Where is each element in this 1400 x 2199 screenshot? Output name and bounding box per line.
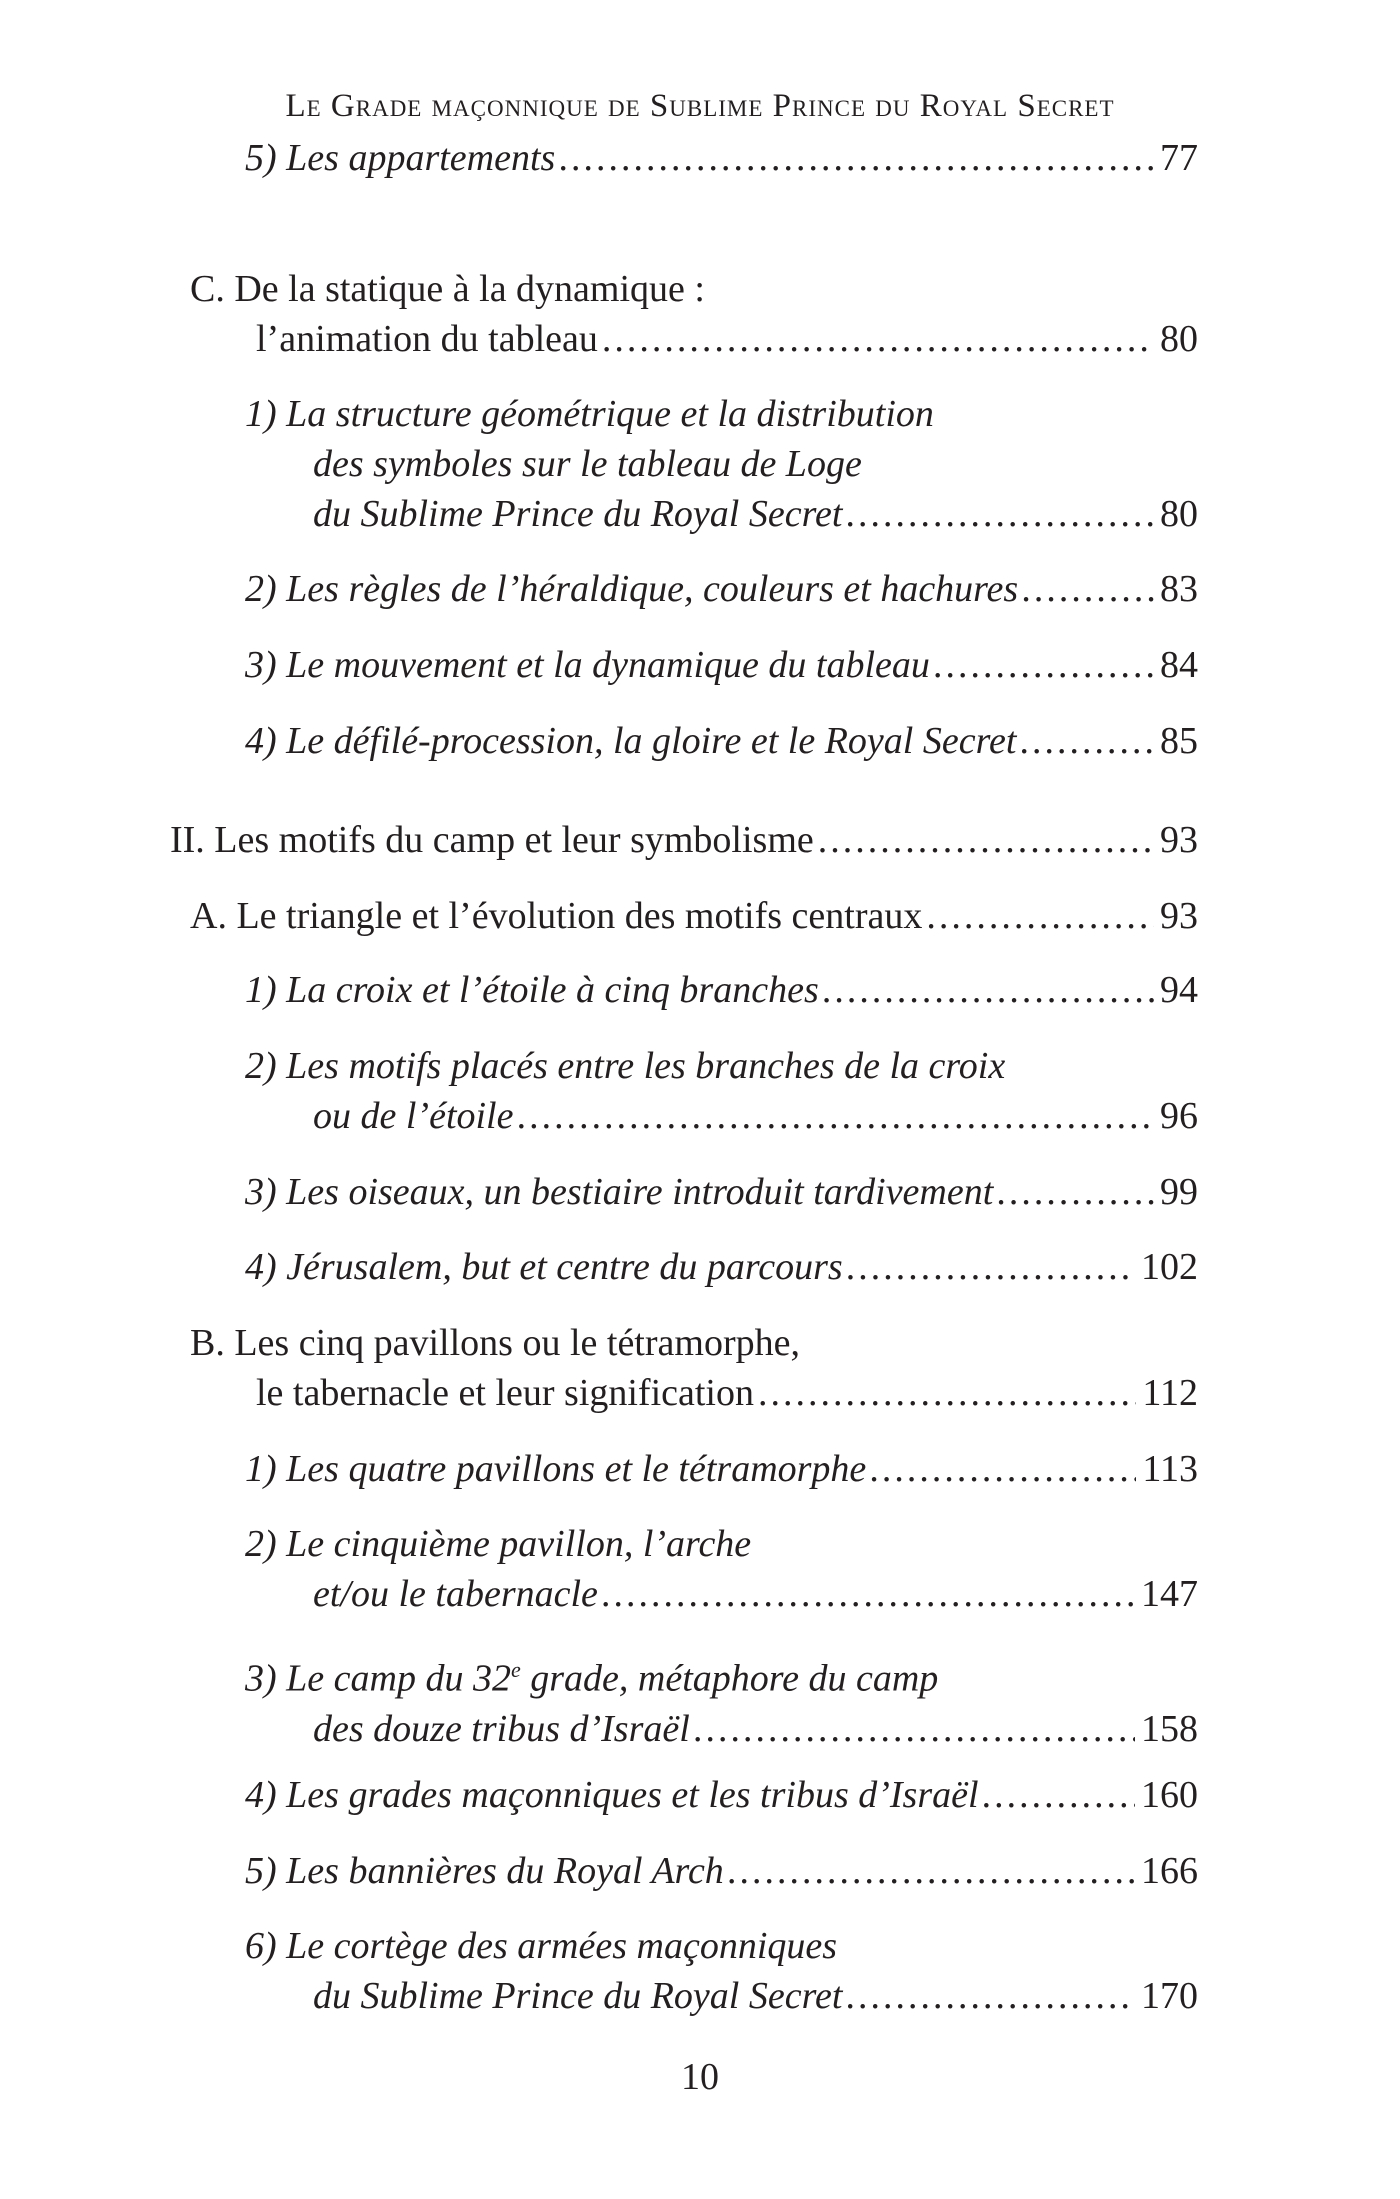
dot-leader <box>847 1242 1135 1292</box>
toc-page-number: 158 <box>1141 1707 1198 1750</box>
toc-entry-label: C. De la statique à la dynamique : <box>190 268 705 310</box>
dot-leader <box>1022 564 1154 614</box>
toc-entry[interactable] <box>245 1519 1198 1619</box>
toc-entry-label: 2) Les règles de l’héraldique, couleurs et hachures <box>245 568 1019 610</box>
toc-page-number: 99 <box>1160 1171 1198 1213</box>
dot-leader <box>694 1704 1135 1754</box>
toc-entry[interactable] <box>245 1167 1198 1217</box>
toc-page-number: 160 <box>1141 1774 1198 1816</box>
toc-entry[interactable] <box>245 133 1198 183</box>
toc-page-number: 96 <box>1160 1095 1198 1137</box>
toc-page-number: 80 <box>1160 318 1198 360</box>
toc-entry-label-start: 3) Le camp du 32 <box>245 1657 511 1700</box>
toc-page-number: 85 <box>1160 720 1198 762</box>
dot-leader <box>559 133 1154 183</box>
toc-page-number: 84 <box>1160 644 1198 686</box>
toc-entry-label-continued: du Sublime Prince du Royal Secret <box>313 1975 843 2017</box>
dot-leader <box>870 1444 1136 1494</box>
toc-entry[interactable] <box>245 1645 1198 1754</box>
toc-entry[interactable] <box>245 1770 1198 1820</box>
toc-entry-label-continued: des symboles sur le tableau de Loge <box>313 443 862 485</box>
toc-entry-label-continued: et/ou le tabernacle <box>313 1573 598 1615</box>
toc-entry-label <box>245 1645 1198 1704</box>
dot-leader <box>997 1167 1154 1217</box>
toc-entry[interactable] <box>190 1318 1198 1418</box>
dot-leader <box>602 1569 1135 1619</box>
toc-entry-label-continued: des douze tribus d’Israël <box>313 1707 690 1750</box>
toc-page-number: 93 <box>1160 819 1198 861</box>
toc-entry-label: 2) Le cinquième pavillon, l’arche <box>245 1523 752 1565</box>
toc-page-number: 102 <box>1141 1246 1198 1288</box>
dot-leader <box>602 314 1154 364</box>
toc-entry[interactable] <box>245 1444 1198 1494</box>
toc-entry-label: 5) Les bannières du Royal Arch <box>245 1850 724 1892</box>
toc-entry[interactable] <box>245 640 1198 690</box>
toc-entry[interactable] <box>190 264 1198 364</box>
toc-entry-label-continued: le tabernacle et leur signification <box>256 1372 754 1414</box>
toc-entry-label: 1) La croix et l’étoile à cinq branches <box>245 969 819 1011</box>
toc-entry-label: 2) Les motifs placés entre les branches de la croix <box>245 1045 1006 1087</box>
toc-entry-label: 1) Les quatre pavillons et le tétramorphe <box>245 1448 867 1490</box>
toc-entry-label: 3) Le mouvement et la dynamique du tableau <box>245 644 930 686</box>
toc-page-number: 94 <box>1160 969 1198 1011</box>
toc-entry[interactable] <box>245 1921 1198 2021</box>
toc-page-number: 113 <box>1142 1448 1198 1490</box>
toc-entry-label: 3) Les oiseaux, un bestiaire introduit tardivement <box>245 1171 994 1213</box>
toc-entry[interactable] <box>245 1846 1198 1896</box>
dot-leader <box>934 640 1154 690</box>
toc-entry-label: 6) Le cortège des armées maçonniques <box>245 1925 838 1967</box>
toc-entry-label-end: grade, métaphore du camp <box>520 1657 939 1700</box>
toc-entry[interactable] <box>245 965 1198 1015</box>
toc-page-number: 93 <box>1160 895 1198 937</box>
toc-entry[interactable] <box>245 389 1198 539</box>
dot-leader <box>926 891 1154 941</box>
toc-entry-label: 4) Jérusalem, but et centre du parcours <box>245 1246 843 1288</box>
toc-page-number: 112 <box>1142 1372 1198 1414</box>
toc-page-number: 77 <box>1160 137 1198 179</box>
dot-leader <box>846 489 1154 539</box>
toc-entry[interactable] <box>245 716 1198 766</box>
dot-leader <box>818 815 1154 865</box>
page-number: 10 <box>681 2056 719 2098</box>
dot-leader <box>983 1770 1135 1820</box>
toc-entry[interactable] <box>170 815 1198 865</box>
toc-entry-label-continued: ou de l’étoile <box>313 1095 514 1137</box>
toc-entry-label: 5) Les appartements <box>245 137 556 179</box>
toc-entry[interactable] <box>245 1242 1198 1292</box>
toc-page-number: 83 <box>1160 568 1198 610</box>
toc-entry-label: 4) Les grades maçonniques et les tribus d’Israël <box>245 1774 979 1816</box>
toc-entry-label: II. Les motifs du camp et leur symbolisme <box>170 819 814 861</box>
ordinal-superscript: e <box>510 1657 521 1682</box>
running-head: Le Grade maçonnique de Sublime Prince du Royal Secret <box>285 88 1115 124</box>
dot-leader <box>517 1091 1154 1141</box>
toc-entry-label: 4) Le défilé-procession, la gloire et le Royal Secret <box>245 720 1017 762</box>
toc-entry-label-continued: du Sublime Prince du Royal Secret <box>313 493 843 535</box>
toc-entry[interactable] <box>245 564 1198 614</box>
toc-entry-label: A. Le triangle et l’évolution des motifs centraux <box>190 895 923 937</box>
dot-leader <box>1020 716 1154 766</box>
toc-page-number: 147 <box>1141 1573 1198 1615</box>
dot-leader <box>728 1846 1135 1896</box>
dot-leader <box>846 1971 1135 2021</box>
dot-leader <box>758 1368 1136 1418</box>
toc-entry-label: B. Les cinq pavillons ou le tétramorphe, <box>190 1322 800 1364</box>
toc-page-number: 166 <box>1141 1850 1198 1892</box>
toc-entry[interactable] <box>190 891 1198 941</box>
dot-leader <box>823 965 1154 1015</box>
toc-page-number: 80 <box>1160 493 1198 535</box>
toc-page-number: 170 <box>1141 1975 1198 2017</box>
toc-entry[interactable] <box>245 1041 1198 1141</box>
toc-entry-label-continued: l’animation du tableau <box>256 318 598 360</box>
toc-entry-label: 1) La structure géométrique et la distribution <box>245 393 934 435</box>
